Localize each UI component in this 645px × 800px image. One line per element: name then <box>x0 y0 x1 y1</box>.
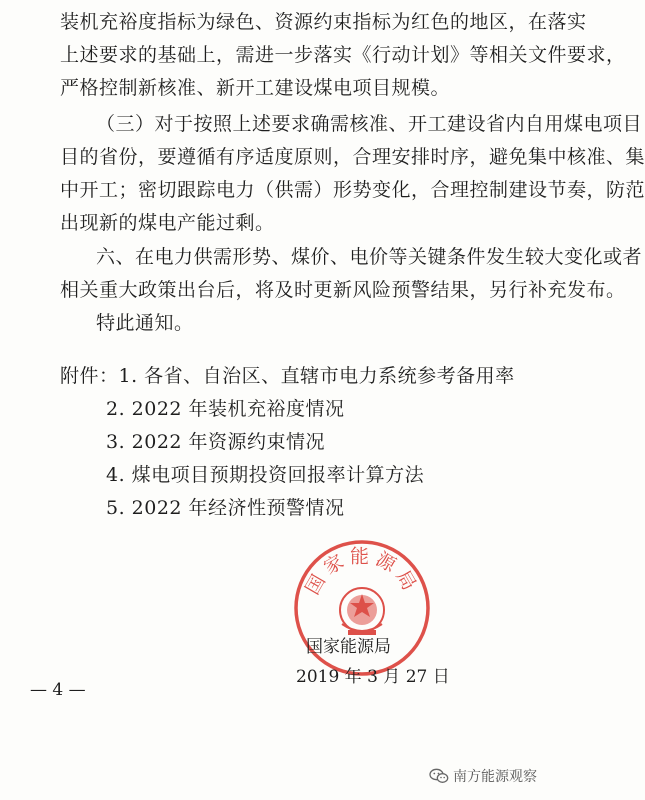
body-line-4: （三）对于按照上述要求确需核准、开工建设省内自用煤电项目 <box>96 113 643 135</box>
attachment-item-2: 2. 2022 年装机充裕度情况 <box>106 398 345 420</box>
wechat-icon <box>429 768 449 784</box>
attachments-prefix: 附件： <box>60 365 119 387</box>
attachments-line-1 <box>60 364 515 388</box>
page-number: — 4 — <box>30 680 86 700</box>
body-line-3: 严格控制新核准、新开工建设煤电项目规模。 <box>60 77 451 99</box>
attachment-item-5: 5. 2022 年经济性预警情况 <box>106 497 345 519</box>
signature-date: 2019 年 3 月 27 日 <box>296 667 450 687</box>
watermark <box>429 766 537 786</box>
official-seal <box>292 538 432 678</box>
signature-org: 国家能源局 <box>306 637 391 657</box>
watermark-text: 南方能源观察 <box>453 769 537 785</box>
body-line-5: 目的省份，要遵循有序适度原则，合理安排时序，避免集中核准、集 <box>60 146 645 168</box>
body-line-8: 六、在电力供需形势、煤价、电价等关键条件发生较大变化或者 <box>96 246 643 268</box>
seal-text: 国家能源局 <box>301 545 423 599</box>
body-line-2: 上述要求的基础上，需进一步落实《行动计划》等相关文件要求， <box>60 44 626 66</box>
body-line-1: 装机充裕度指标为绿色、资源约束指标为红色的地区，在落实 <box>60 11 587 33</box>
attachment-item-3: 3. 2022 年资源约束情况 <box>106 431 326 453</box>
body-line-10: 特此通知。 <box>96 312 194 334</box>
attachment-item-4: 4. 煤电项目预期投资回报率计算方法 <box>106 464 425 486</box>
svg-text:国家能源局 <box>301 546 422 599</box>
body-line-9: 相关重大政策出台后，将及时更新风险预警结果，另行补充发布。 <box>60 279 626 301</box>
body-line-7: 出现新的煤电产能过剩。 <box>60 212 275 234</box>
national-emblem-icon <box>340 588 384 635</box>
attachment-item-1: 1. 各省、自治区、直辖市电力系统参考备用率 <box>118 365 515 387</box>
body-line-6: 中开工；密切跟踪电力（供需）形势变化，合理控制建设节奏，防范 <box>60 179 645 201</box>
